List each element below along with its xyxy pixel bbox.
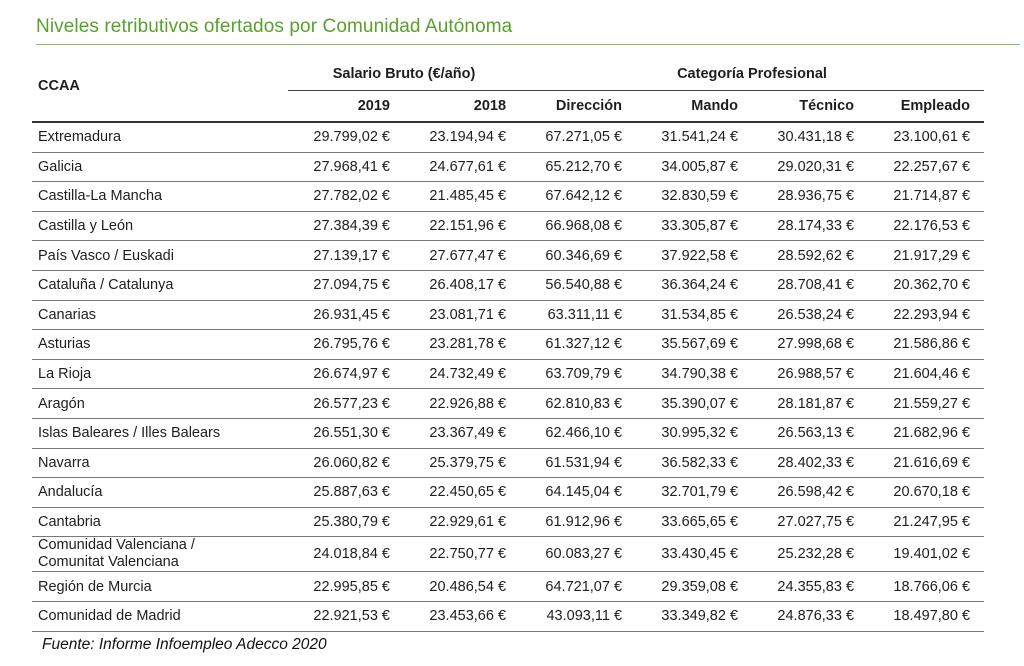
cell-empleado: 22.293,94 €	[868, 300, 984, 330]
row-label-ccaa: Aragón	[32, 389, 288, 419]
cell-direccion: 56.540,88 €	[520, 270, 636, 300]
cell-tecnico: 28.708,41 €	[752, 270, 868, 300]
table-row	[32, 601, 984, 631]
cell-empleado: 21.682,96 €	[868, 418, 984, 448]
cell-direccion: 66.968,08 €	[520, 211, 636, 241]
column-header-2018: 2018	[404, 91, 520, 123]
header-row-groups	[32, 58, 984, 91]
cell-2019: 22.995,85 €	[288, 572, 404, 602]
cell-2019: 27.094,75 €	[288, 270, 404, 300]
cell-2019: 25.380,79 €	[288, 507, 404, 537]
cell-2018: 22.151,96 €	[404, 211, 520, 241]
salary-table	[32, 58, 984, 632]
cell-tecnico: 26.538,24 €	[752, 300, 868, 330]
cell-2018: 24.732,49 €	[404, 359, 520, 389]
cell-tecnico: 28.592,62 €	[752, 241, 868, 271]
cell-direccion: 61.531,94 €	[520, 448, 636, 478]
table-row	[32, 389, 984, 419]
cell-mando: 32.701,79 €	[636, 478, 752, 508]
cell-empleado: 19.401,02 €	[868, 537, 984, 572]
group-header-categoria: Categoría Profesional	[520, 58, 984, 91]
cell-2018: 23.194,94 €	[404, 122, 520, 152]
cell-tecnico: 28.174,33 €	[752, 211, 868, 241]
table-row	[32, 211, 984, 241]
cell-mando: 33.349,82 €	[636, 601, 752, 631]
row-label-ccaa: Navarra	[32, 448, 288, 478]
table-row	[32, 537, 984, 572]
cell-empleado: 21.604,46 €	[868, 359, 984, 389]
cell-2019: 26.674,97 €	[288, 359, 404, 389]
table-row	[32, 478, 984, 508]
row-label-ccaa: Castilla y León	[32, 211, 288, 241]
table-row	[32, 182, 984, 212]
table-row	[32, 507, 984, 537]
cell-2018: 20.486,54 €	[404, 572, 520, 602]
table-row	[32, 418, 984, 448]
row-label-ccaa: Galicia	[32, 152, 288, 182]
column-header-mando: Mando	[636, 91, 752, 123]
cell-mando: 31.541,24 €	[636, 122, 752, 152]
table-row	[32, 300, 984, 330]
row-label-ccaa: País Vasco / Euskadi	[32, 241, 288, 271]
table-row	[32, 270, 984, 300]
cell-empleado: 21.559,27 €	[868, 389, 984, 419]
cell-2019: 22.921,53 €	[288, 601, 404, 631]
cell-tecnico: 25.232,28 €	[752, 537, 868, 572]
cell-2019: 26.577,23 €	[288, 389, 404, 419]
title-divider	[36, 44, 1020, 45]
cell-tecnico: 26.563,13 €	[752, 418, 868, 448]
cell-empleado: 18.497,80 €	[868, 601, 984, 631]
cell-2018: 23.453,66 €	[404, 601, 520, 631]
cell-mando: 33.305,87 €	[636, 211, 752, 241]
cell-2018: 22.926,88 €	[404, 389, 520, 419]
cell-direccion: 60.083,27 €	[520, 537, 636, 572]
cell-2018: 21.485,45 €	[404, 182, 520, 212]
row-label-ccaa: Extremadura	[32, 122, 288, 152]
cell-2018: 26.408,17 €	[404, 270, 520, 300]
cell-direccion: 61.912,96 €	[520, 507, 636, 537]
cell-direccion: 64.145,04 €	[520, 478, 636, 508]
cell-2018: 27.677,47 €	[404, 241, 520, 271]
cell-2018: 22.750,77 €	[404, 537, 520, 572]
cell-mando: 33.430,45 €	[636, 537, 752, 572]
table-row	[32, 152, 984, 182]
cell-mando: 31.534,85 €	[636, 300, 752, 330]
cell-direccion: 62.810,83 €	[520, 389, 636, 419]
row-label-ccaa: Cataluña / Catalunya	[32, 270, 288, 300]
row-label-ccaa: Región de Murcia	[32, 572, 288, 602]
column-header-tecnico: Técnico	[752, 91, 868, 123]
cell-direccion: 63.311,11 €	[520, 300, 636, 330]
row-label-ccaa: Castilla-La Mancha	[32, 182, 288, 212]
cell-empleado: 20.362,70 €	[868, 270, 984, 300]
cell-direccion: 60.346,69 €	[520, 241, 636, 271]
cell-2019: 26.931,45 €	[288, 300, 404, 330]
source-note: Fuente: Informe Infoempleo Adecco 2020	[42, 636, 327, 653]
cell-empleado: 20.670,18 €	[868, 478, 984, 508]
cell-direccion: 67.642,12 €	[520, 182, 636, 212]
cell-tecnico: 30.431,18 €	[752, 122, 868, 152]
cell-tecnico: 27.027,75 €	[752, 507, 868, 537]
cell-mando: 29.359,08 €	[636, 572, 752, 602]
cell-direccion: 64.721,07 €	[520, 572, 636, 602]
cell-tecnico: 24.876,33 €	[752, 601, 868, 631]
table-row	[32, 572, 984, 602]
cell-2018: 23.367,49 €	[404, 418, 520, 448]
cell-empleado: 22.257,67 €	[868, 152, 984, 182]
cell-direccion: 61.327,12 €	[520, 330, 636, 360]
cell-2018: 25.379,75 €	[404, 448, 520, 478]
cell-2019: 26.060,82 €	[288, 448, 404, 478]
page-title: Niveles retributivos ofertados por Comunidad Autónoma	[36, 16, 513, 37]
row-label-ccaa: Andalucía	[32, 478, 288, 508]
cell-2019: 27.384,39 €	[288, 211, 404, 241]
cell-2019: 29.799,02 €	[288, 122, 404, 152]
row-label-ccaa: Asturias	[32, 330, 288, 360]
cell-mando: 35.390,07 €	[636, 389, 752, 419]
cell-2018: 23.081,71 €	[404, 300, 520, 330]
column-header-2019: 2019	[288, 91, 404, 123]
cell-empleado: 23.100,61 €	[868, 122, 984, 152]
cell-tecnico: 29.020,31 €	[752, 152, 868, 182]
cell-mando: 34.005,87 €	[636, 152, 752, 182]
cell-2019: 25.887,63 €	[288, 478, 404, 508]
cell-direccion: 62.466,10 €	[520, 418, 636, 448]
cell-direccion: 43.093,11 €	[520, 601, 636, 631]
cell-mando: 33.665,65 €	[636, 507, 752, 537]
cell-2018: 22.929,61 €	[404, 507, 520, 537]
row-label-ccaa: La Rioja	[32, 359, 288, 389]
row-label-ccaa: Comunidad de Madrid	[32, 601, 288, 631]
cell-tecnico: 28.936,75 €	[752, 182, 868, 212]
table-row	[32, 359, 984, 389]
column-header-empleado: Empleado	[868, 91, 984, 123]
group-header-salario: Salario Bruto (€/año)	[288, 58, 520, 91]
cell-2018: 24.677,61 €	[404, 152, 520, 182]
cell-empleado: 21.586,86 €	[868, 330, 984, 360]
cell-direccion: 65.212,70 €	[520, 152, 636, 182]
cell-direccion: 63.709,79 €	[520, 359, 636, 389]
cell-2018: 23.281,78 €	[404, 330, 520, 360]
column-header-ccaa: CCAA	[32, 58, 288, 122]
cell-tecnico: 28.181,87 €	[752, 389, 868, 419]
cell-empleado: 21.714,87 €	[868, 182, 984, 212]
table-body	[32, 122, 984, 631]
cell-tecnico: 26.988,57 €	[752, 359, 868, 389]
cell-2019: 24.018,84 €	[288, 537, 404, 572]
cell-2019: 26.795,76 €	[288, 330, 404, 360]
cell-tecnico: 27.998,68 €	[752, 330, 868, 360]
table-row	[32, 122, 984, 152]
cell-2019: 27.139,17 €	[288, 241, 404, 271]
cell-empleado: 21.917,29 €	[868, 241, 984, 271]
row-label-ccaa: Cantabria	[32, 507, 288, 537]
cell-tecnico: 24.355,83 €	[752, 572, 868, 602]
row-label-ccaa: Islas Baleares / Illes Balears	[32, 418, 288, 448]
cell-direccion: 67.271,05 €	[520, 122, 636, 152]
cell-mando: 35.567,69 €	[636, 330, 752, 360]
cell-empleado: 18.766,06 €	[868, 572, 984, 602]
cell-mando: 30.995,32 €	[636, 418, 752, 448]
cell-tecnico: 26.598,42 €	[752, 478, 868, 508]
cell-empleado: 21.247,95 €	[868, 507, 984, 537]
cell-tecnico: 28.402,33 €	[752, 448, 868, 478]
cell-2019: 27.968,41 €	[288, 152, 404, 182]
table-row	[32, 330, 984, 360]
row-label-ccaa: Comunidad Valenciana / Comunitat Valenciana	[32, 537, 288, 572]
cell-mando: 36.582,33 €	[636, 448, 752, 478]
table-row	[32, 448, 984, 478]
cell-2019: 26.551,30 €	[288, 418, 404, 448]
cell-mando: 36.364,24 €	[636, 270, 752, 300]
cell-empleado: 22.176,53 €	[868, 211, 984, 241]
column-header-direccion: Dirección	[520, 91, 636, 123]
cell-mando: 32.830,59 €	[636, 182, 752, 212]
cell-mando: 34.790,38 €	[636, 359, 752, 389]
cell-2018: 22.450,65 €	[404, 478, 520, 508]
cell-empleado: 21.616,69 €	[868, 448, 984, 478]
table-row	[32, 241, 984, 271]
cell-mando: 37.922,58 €	[636, 241, 752, 271]
cell-2019: 27.782,02 €	[288, 182, 404, 212]
row-label-ccaa: Canarias	[32, 300, 288, 330]
